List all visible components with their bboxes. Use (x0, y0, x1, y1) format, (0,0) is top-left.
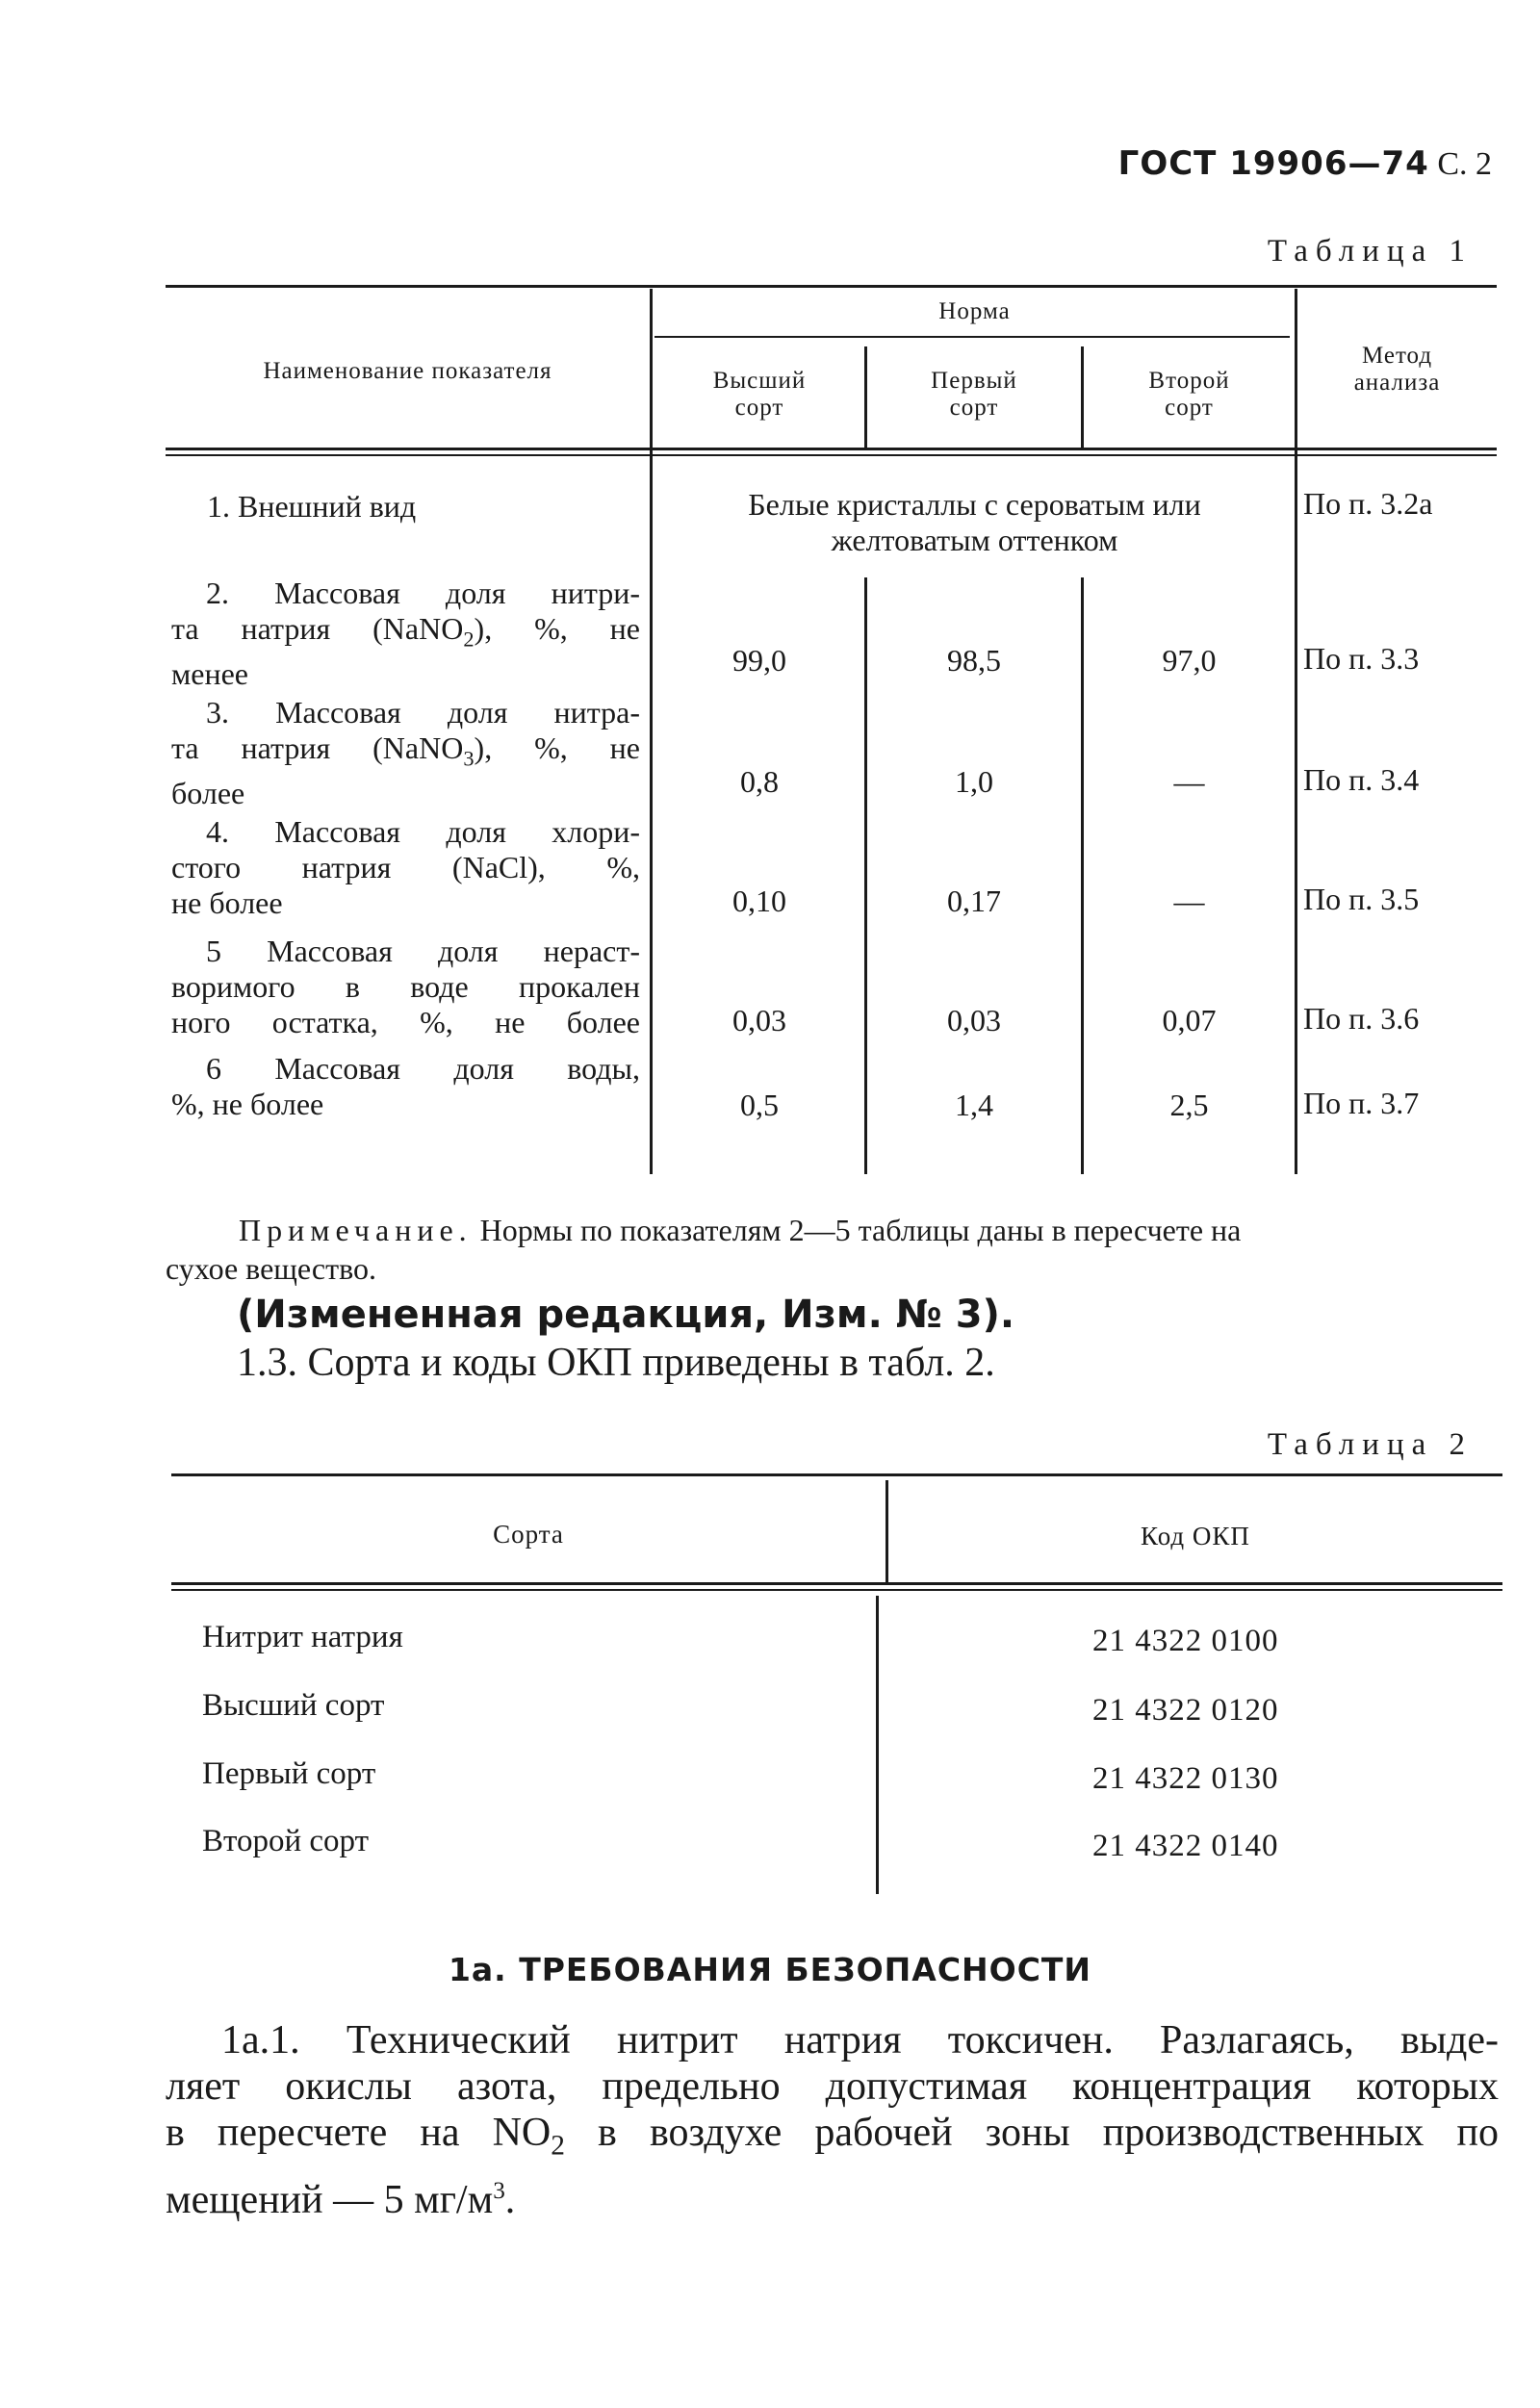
row4-name-line2: стого натрия (NaCl), %, (171, 850, 640, 884)
table2-header-rule-2 (171, 1589, 1502, 1591)
table2-header-code: Код ОКП (1141, 1522, 1250, 1550)
table1-top-rule (166, 285, 1497, 288)
section-body (166, 2017, 1499, 2223)
row2-name-line2: та натрия (NaNO$_2$), %, не (171, 611, 641, 652)
table2-row3-code: 21 4322 0130 (1092, 1761, 1279, 1796)
row3-method: По п. 3.4 (1303, 762, 1420, 797)
row5-method: По п. 3.6 (1303, 1001, 1420, 1036)
standard-code: ГОСТ 19906—74 (1117, 144, 1429, 183)
method-line2: анализа (1353, 370, 1441, 396)
row5-name-line1: 5 Массовая доля нераст- (206, 934, 640, 968)
row6-name-line1: 6 Массовая доля воды, (206, 1051, 640, 1086)
table1-header-method (1297, 343, 1497, 397)
table2-row2-grade: Высший сорт (202, 1688, 385, 1723)
row3-name-line3: более (171, 776, 245, 811)
row3-name (171, 695, 640, 811)
table1-norm-rule (654, 336, 1290, 338)
grade-second-line2: сорт (1165, 395, 1214, 421)
row6-v2: 1,4 (955, 1088, 993, 1122)
row2-name (171, 576, 640, 692)
table2-row4-code: 21 4322 0140 (1092, 1829, 1279, 1863)
table1-header-grade-high (654, 368, 864, 422)
page-header (1118, 144, 1492, 183)
table1-header-name: Наименование показателя (263, 358, 552, 384)
row5-v2: 0,03 (947, 1003, 1001, 1037)
table1-note (166, 1211, 1503, 1288)
row2-name-line3: менее (171, 656, 248, 692)
table1-header-norm: Норма (938, 298, 1011, 324)
row5-v3: 0,07 (1162, 1003, 1217, 1037)
note-label: Примечание. (239, 1213, 473, 1247)
row3-v1: 0,8 (740, 764, 779, 799)
paragraph-1-3: 1.3. Сорта и коды ОКП приведены в табл. 2. (237, 1341, 995, 1385)
page-number: С. 2 (1437, 146, 1492, 182)
section-line3: в пересчете на $NO_2$ в воздухе рабочей зоны производственных по (166, 2111, 1499, 2162)
row4-name-line3: не более (171, 885, 283, 920)
table1-vline-method (1295, 289, 1297, 1174)
row5-name-line3: ного остатка, %, не более (171, 1005, 640, 1039)
row4-name-line1: 4. Массовая доля хлори- (206, 814, 640, 849)
row1-name: 1. Внешний вид (207, 489, 417, 524)
table1-header-grade-second (1084, 368, 1295, 422)
row6-name-line2: %, не более (171, 1087, 324, 1121)
section-title: 1а. ТРЕБОВАНИЯ БЕЗОПАСНОСТИ (448, 1951, 1092, 1988)
row6-method: По п. 3.7 (1303, 1086, 1420, 1120)
row5-name (171, 934, 640, 1040)
note-line2: сухое вещество. (166, 1251, 376, 1286)
row1-merged-value (654, 487, 1295, 558)
row1-merged-line1: Белые кристаллы с сероватым или (748, 487, 1201, 522)
row2-v3: 97,0 (1162, 643, 1217, 678)
grade-first-line1: Первый (931, 368, 1017, 394)
table2-row1-grade: Нитрит натрия (202, 1620, 403, 1654)
grade-high-line2: сорт (734, 395, 784, 421)
table2-row1-code: 21 4322 0100 (1092, 1624, 1279, 1658)
table1-caption: Таблица 1 (1267, 234, 1473, 269)
row5-v1: 0,03 (732, 1003, 786, 1037)
row2-v1: 99,0 (732, 643, 786, 678)
table2-top-rule (171, 1473, 1502, 1476)
row5-name-line2: воримого в воде прокален (171, 969, 640, 1004)
table2-row2-code: 21 4322 0120 (1092, 1693, 1279, 1728)
table2-vline-body (876, 1596, 879, 1894)
row4-method: По п. 3.5 (1303, 882, 1420, 916)
section-line1: 1а.1. Технический нитрит натрия токсичен. Разлагаясь, выде- (221, 2018, 1499, 2062)
amendment-note: (Измененная редакция, Изм. № 3). (237, 1293, 1015, 1337)
table1-header-grade-first (867, 368, 1081, 422)
grade-high-line1: Высший (712, 368, 807, 394)
row4-v1: 0,10 (732, 884, 786, 918)
section-line4: мещений — 5 $мг/м^3$. (166, 2178, 516, 2223)
row3-name-line2: та натрия (NaNO$_3$), %, не (171, 730, 641, 771)
row3-v2: 1,0 (955, 764, 993, 799)
grade-first-line2: сорт (949, 395, 999, 421)
table2-row4-grade: Второй сорт (202, 1824, 370, 1858)
row4-name (171, 814, 640, 921)
note-line1 (166, 1211, 1503, 1249)
table1-vline-name (650, 289, 653, 1174)
row1-method: По п. 3.2а (1303, 486, 1433, 521)
row2-method: По п. 3.3 (1303, 641, 1420, 676)
row3-v3: — (1173, 764, 1205, 799)
row6-v3: 2,5 (1169, 1088, 1209, 1122)
table2-header-grade: Сорта (493, 1520, 564, 1549)
row4-v2: 0,17 (947, 884, 1001, 918)
row6-v1: 0,5 (740, 1088, 779, 1122)
row4-v3: — (1173, 884, 1205, 918)
section-line2: ляет окислы азота, предельно допустимая концентрация которых (166, 2064, 1499, 2109)
note-text: Нормы по показателям 2—5 таблицы даны в пересчете на (479, 1213, 1242, 1247)
grade-second-line1: Второй (1148, 368, 1230, 394)
method-line1: Метод (1361, 343, 1433, 369)
row3-name-line1: 3. Массовая доля нитра- (206, 695, 640, 730)
row6-name (171, 1051, 640, 1122)
table2-header-rule-1 (171, 1582, 1502, 1585)
row1-merged-line2: желтоватым оттенком (831, 523, 1118, 557)
row2-v2: 98,5 (947, 643, 1001, 678)
table2-caption: Таблица 2 (1267, 1427, 1473, 1462)
table2-row3-grade: Первый сорт (202, 1756, 376, 1791)
row2-name-line1: 2. Массовая доля нитри- (206, 576, 640, 610)
